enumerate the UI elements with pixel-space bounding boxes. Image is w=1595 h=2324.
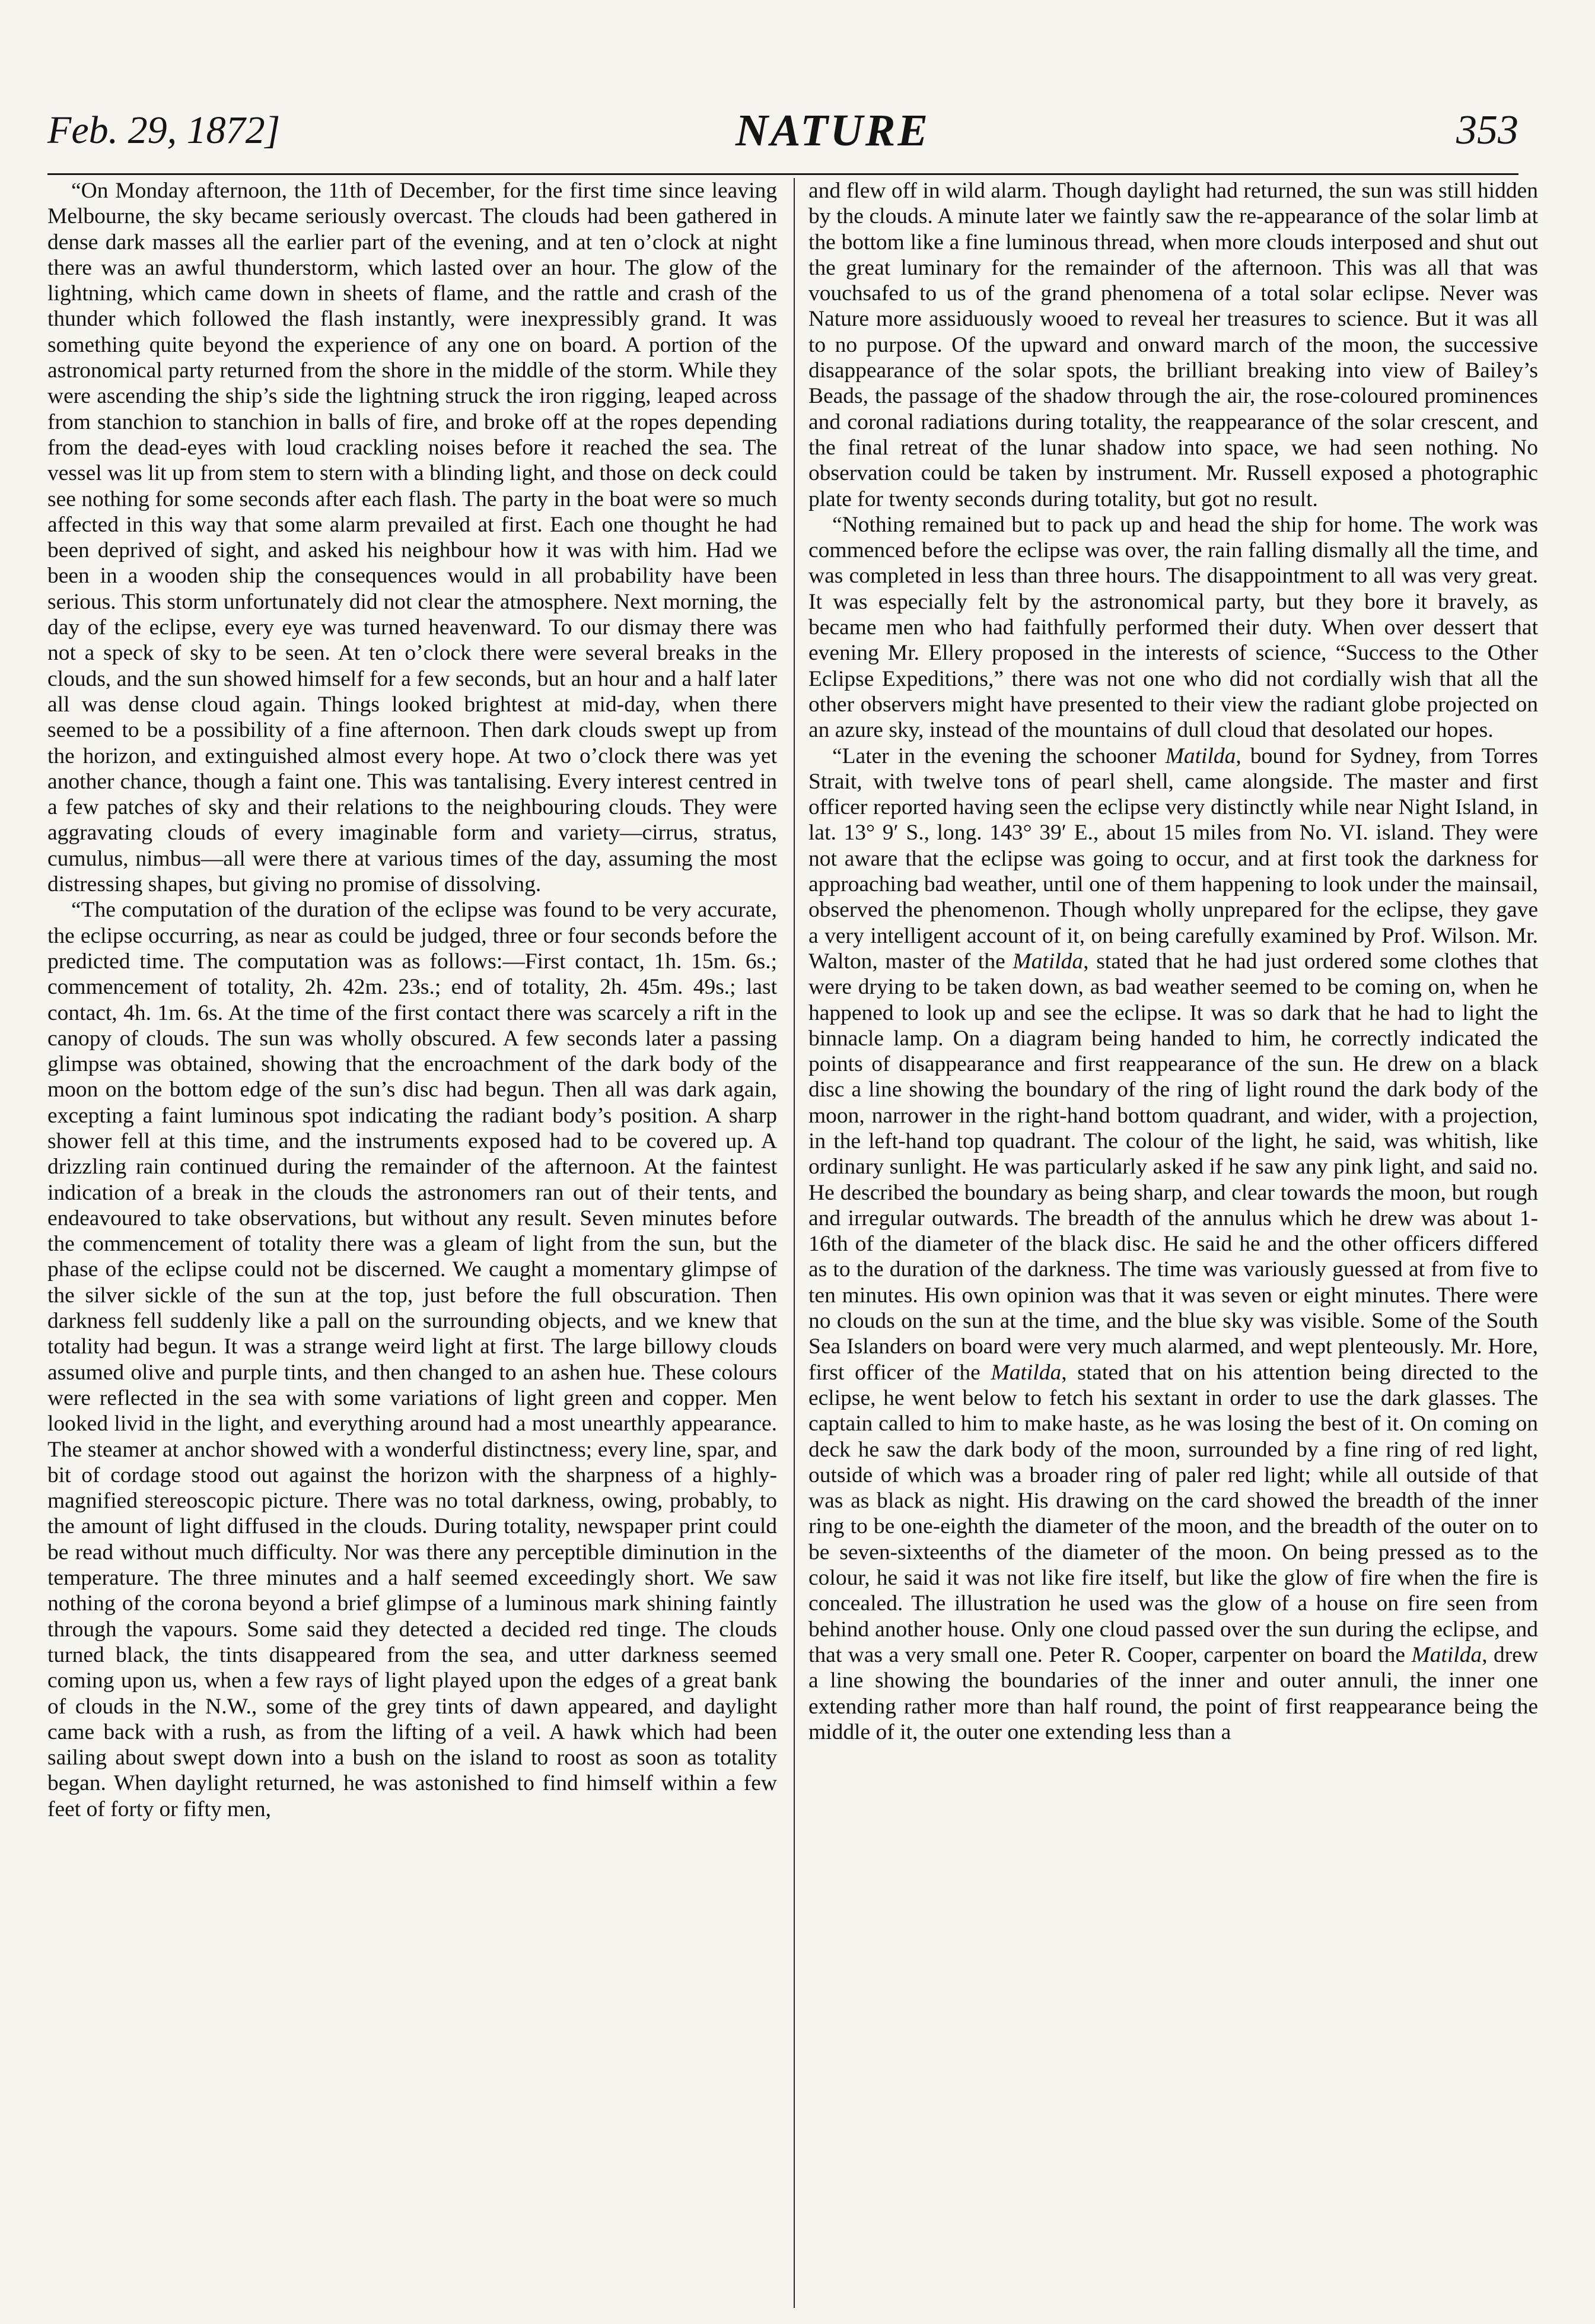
text-run: , stated that he had just ordered some clothes that were drying to be taken down, as bad weather seemed to be coming on, when he happened to look up and see the eclipse. It was so dark that he had to light the binnacle lamp. On a diagram being handed to him, he correctly indicated the points of disappearance and first reappearance of the sun. He drew on a black disc a line showing the boundary of the ring of light round the dark body of the moon, narrower in the right-hand bottom quadrant, and wider, with a projection, in the left-hand top quadrant. The colour of the light, he said, was whitish, like ordinary sunlight. He was particularly asked if he saw any pink light, and said no. He described the boundary as being sharp, and clear towards the moon, but rough and irregular outwards. The breadth of the annulus which he drew was about 1-16th of the diameter of the black disc. He said he and the other officers differed as to the duration of the darkness. The time was variously guessed at from five to ten minutes. His own opinion was that it was seven or eight minutes. There were no clouds on the sun at the time, and the blue sky was visible. Some of the South Sea Islanders on board were very much alarmed, and wept plenteously. Mr. Hore, first officer of the	[808, 949, 1538, 1385]
paragraph-matilda-report	[808, 743, 1538, 1746]
journal-title: NATURE	[736, 106, 931, 155]
ship-name-italic: Matilda	[1165, 743, 1236, 768]
header-rule	[47, 173, 1518, 175]
ship-name-italic: Matilda	[991, 1360, 1062, 1385]
paragraph-computation: “The computation of the duration of the eclipse was found to be very accurate, the eclipse occurring, as near as could be judged, three or four seconds before the predicted time. The computation was as follows:—First contact, 1h. 15m. 6s.; commencement of totality, 2h. 42m. 23s.; end of totality, 2h. 45m. 49s.; last contact, 4h. 1m. 6s. At the time of the first contact there was scarcely a rift in the canopy of clouds. The sun was wholly obscured. A few seconds later a passing glimpse was obtained, showing that the encroachment of the dark body of the moon on the bottom edge of the sun’s disc had begun. Then all was dark again, excepting a faint luminous spot indicating the radiant body’s position. A sharp shower fell at this time, and the instruments exposed had to be covered up. A drizzling rain continued during the remainder of the afternoon. At the faintest indication of a break in the clouds the astronomers ran out of their tents, and endeavoured to take observations, but without any result. Seven minutes before the commencement of totality there was a gleam of light from the sun, but the phase of the eclipse could not be discerned. We caught a momentary glimpse of the silver sickle of the sun at the top, just before the full obscuration. Then darkness fell suddenly like a pall on the surrounding objects, and we knew that totality had begun. It was a strange weird light at first. The large billowy clouds assumed olive and purple tints, and then changed to an ashen hue. These colours were reflected in the sea with some variations of light green and copper. Men looked livid in the light, and everything around had a most unearthly appearance. The steamer at anchor showed with a wonderful distinctness; every line, spar, and bit of cordage stood out against the horizon with the sharpness of a highly-magnified stereoscopic picture. There was no total darkness, owing, probably, to the amount of light diffused in the clouds. During totality, newspaper print could be read without much difficulty. Nor was there any perceptible diminution in the temperature. The three minutes and a half seemed exceedingly short. We saw nothing of the corona beyond a brief glimpse of a luminous mark shining faintly through the vapours. Some said they detected a decided red tinge. The clouds turned black, the tints disappeared from the sea, and utter darkness seemed coming upon us, when a few rays of light played upon the edges of a great bank of clouds in the N.W., some of the grey tints of dawn appeared, and daylight came back with a rush, as from the lifting of a veil. A hawk which had been sailing about swept down into a bush on the island to roost as soon as totality began. When daylight returned, he was astonished to find himself within a few feet of forty or fifty men,	[47, 898, 777, 1821]
text-run: , drew a line showing the boundaries of the inner and outer annuli, the inner one extending rather more than half round, the point of first reappearance being the middle of it, the outer one extending less than a	[808, 1642, 1538, 1744]
ship-name-italic: Matilda	[1411, 1642, 1482, 1667]
paragraph-return-home: “Nothing remained but to pack up and head the ship for home. The work was commenced before the eclipse was over, the rain falling dismally all the time, and was completed in less than three hours. The disappointment to all was very great. It was especially felt by the astronomical party, but they bore it bravely, as became men who had faithfully performed their duty. When over dessert that evening Mr. Ellery proposed in the interests of science, “Success to the Other Eclipse Expeditions,” there was not one who did not cordially wish that all the other observers might have presented to their view the radiant globe projected on an azure sky, instead of the mountains of dull cloud that desolated our hopes.	[808, 512, 1538, 743]
text-run: “Later in the evening the schooner	[832, 743, 1166, 768]
running-header	[47, 104, 1518, 157]
text-run: , bound for Sydney, from Torres Strait, with twelve tons of pearl shell, came alongside. The master and first officer reported having seen the eclipse very distinctly while near Night Island, in lat. 13° 9′ S., long. 143° 39′ E., about 15 miles from No. VI. island. They were not aware that the eclipse was going to occur, and at first took the darkness for approaching bad weather, until one of them happening to look under the mainsail, observed the phenomenon. Though wholly unprepared for the eclipse, they gave a very intelligent account of it, on being carefully examined by Prof. Wilson. Mr. Walton, master of the	[808, 743, 1538, 974]
page-number: 353	[1456, 107, 1518, 153]
text-run: , stated that on his attention being directed to the eclipse, he went below to fetch his sextant in order to use the dark glasses. The captain called to him to make haste, as he was losing the best of it. On coming on deck he saw the dark body of the moon, surrounded by a fine ring of red light, outside of which was a broader ring of paler red light; while all outside of that was as black as night. His drawing on the card showed the breadth of the inner ring to be one-eighth the diameter of the moon, and the breadth of the outer on to be seven-sixteenths of the diameter of the moon. On being pressed as to the colour, he said it was not like fire itself, but like the glow of fire when the fire is concealed. The illustration he used was the glow of a house on fire seen from behind another house. Only one cloud passed over the sun during the eclipse, and that was a very small one. Peter R. Cooper, carpenter on board the	[808, 1360, 1538, 1667]
paragraph-thunderstorm: “On Monday afternoon, the 11th of December, for the first time since leaving Melbourne, the sky became seriously overcast. The clouds had been gathered in dense dark masses all the earlier part of the evening, and at ten o’clock at night there was an awful thunderstorm, which lasted over an hour. The glow of the lightning, which came down in sheets of flame, and the rattle and crash of the thunder which followed the flash instantly, were inexpressibly grand. It was something quite beyond the experience of any one on board. A portion of the astronomical party returned from the shore in the middle of the storm. While they were ascending the ship’s side the lightning struck the iron rigging, leaped across from stanchion to stanchion in balls of fire, and broke off at the ropes depending from the dead-eyes with loud crackling noises before it reached the sea. The vessel was lit up from stem to stern with a blinding light, and those on deck could see nothing for some seconds after each flash. The party in the boat were so much affected in this way that some alarm prevailed at first. Each one thought he had been deprived of sight, and asked his neighbour how it was with him. Had we been in a wooden ship the consequences would in all probability have been serious. This storm unfortunately did not clear the atmosphere. Next morning, the day of the eclipse, every eye was turned heavenward. To our dismay there was not a speck of sky to be seen. At ten o’clock there were several breaks in the clouds, and the sun showed himself for a few seconds, but an hour and a half later all was dense cloud again. Things looked brightest at mid-day, when there seemed to be a possibility of a fine afternoon. Then dark clouds swept up from the horizon, and extinguished almost every hope. At two o’clock there was yet another chance, though a faint one. This was tantalising. Every interest centred in a few patches of sky and their relations to the neighbouring clouds. They were aggravating clouds of every imaginable form and variety—cirrus, stratus, cumulus, nimbus—all were there at various times of the day, assuming the most distressing shapes, but giving no promise of dissolving.	[47, 179, 777, 897]
ship-name-italic: Matilda	[1013, 949, 1084, 974]
column-divider	[794, 178, 795, 2308]
paragraph-continuation: and flew off in wild alarm. Though daylight had returned, the sun was still hidden by the clouds. A minute later we faintly saw the re-appearance of the solar limb at the bottom like a fine luminous thread, when more clouds interposed and shut out the great luminary for the remainder of the afternoon. This was all that was vouchsafed to us of the grand phenomena of a total solar eclipse. Never was Nature more assiduously wooed to reveal her treasures to science. But it was all to no purpose. Of the upward and onward march of the moon, the successive disappearance of the solar spots, the brilliant breaking into view of Bailey’s Beads, the passage of the shadow through the air, the rose-coloured prominences and coronal radiations during totality, the reappearance of the solar crescent, and the final retreat of the lunar shadow into space, we had seen nothing. No observation could be taken by instrument. Mr. Russell exposed a photographic plate for twenty seconds during totality, but got no result.	[808, 179, 1538, 511]
right-column	[808, 178, 1538, 2305]
issue-date: Feb. 29, 1872]	[47, 109, 281, 152]
left-column	[47, 178, 777, 2305]
